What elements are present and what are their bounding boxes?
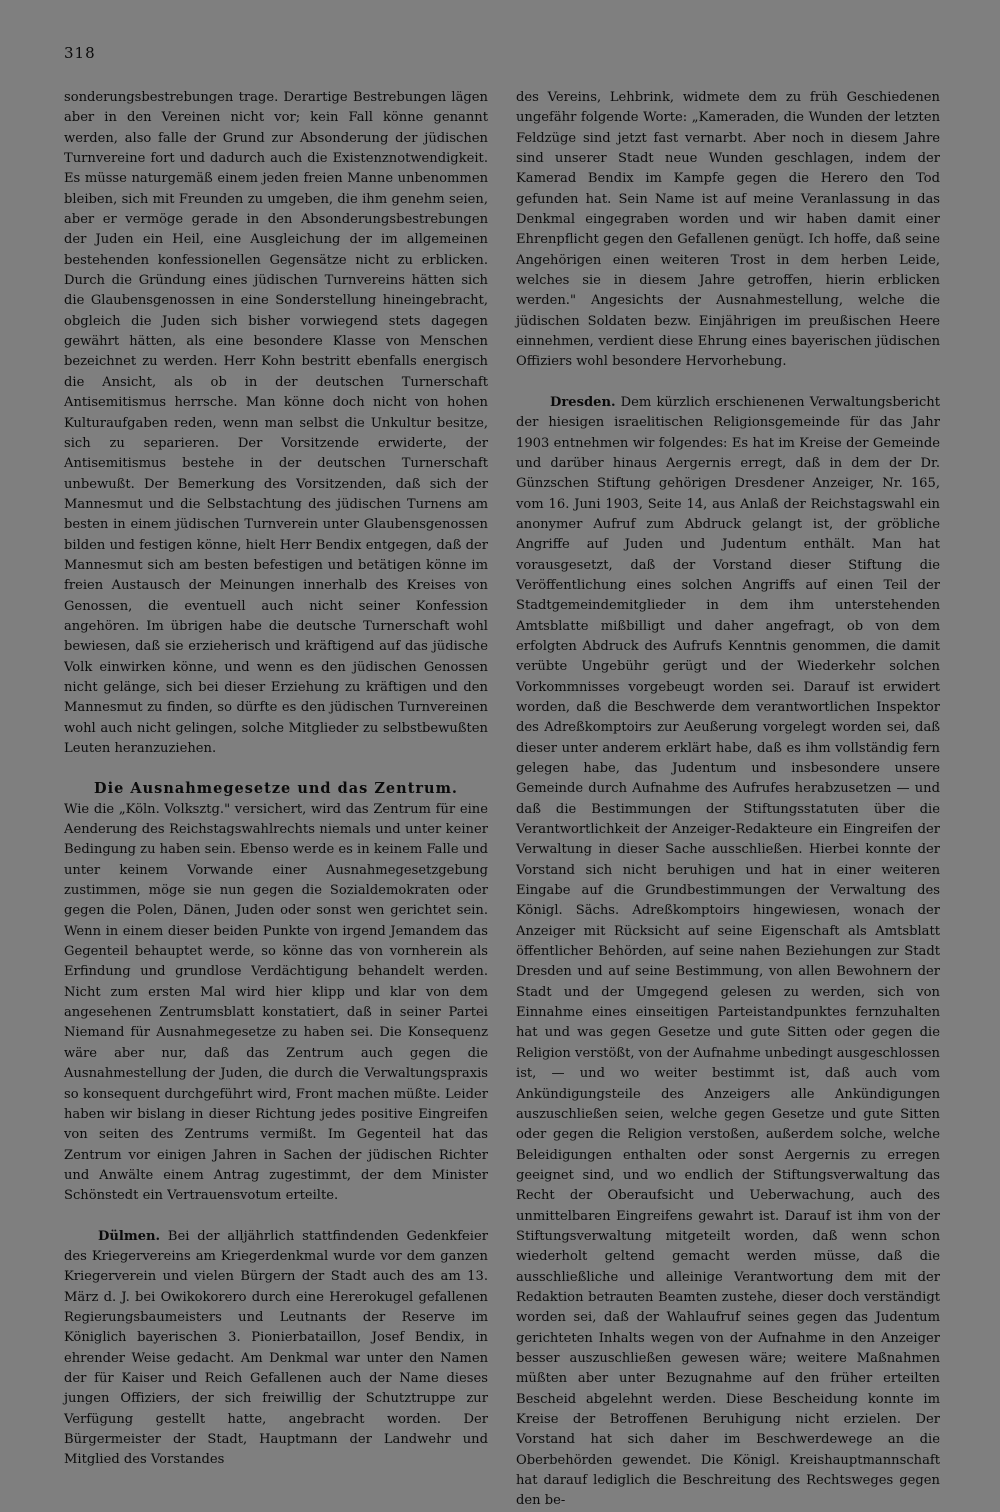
paragraph-gap	[64, 1207, 488, 1227]
page-number: 318	[64, 44, 96, 62]
article-duelmen	[64, 1227, 488, 1471]
article-dresden-body: Dem kürzlich erschienenen Verwaltungsbericht der hiesigen israelitischen Religionsgemeinde für das Jahr 1903 entnehmen wir folgendes: Es hat im Kreise der Gemeinde und darüber hinaus Aergernis erregt, daß in dem der Dr. Günzschen Stiftung gehörigen Dresdener Anzeiger, Nr. 165, vom 16. Juni 1903, Seite 14, aus Anlaß der Reichstagswahl ein anonymer Aufruf zum Abdruck gelangt ist, der gröbliche Angriffe auf Juden und Judentum enthält. Man hat vorausgesetzt, daß der Vorstand dieser Stiftung die Veröffentlichung eines solchen Angriffs auf einen Teil der Stadtgemeindemitglieder in dem ihm unterstehenden Amtsblatte mißbilligt und daher angefragt, ob von dem erfolgten Abdruck des Aufrufs Kenntnis genommen, die damit verübte Ungebühr gerügt und der Wiederkehr solchen Vorkommnisses vorgebeugt worden sei. Darauf ist erwidert worden, daß die Beschwerde dem verantwortlichen Inspektor des Adreßkomptoirs zur Aeußerung vorgelegt worden sei, daß dieser unter anderem erklärt habe, daß es ihm vollständig fern gelegen habe, das Judentum und insbesondere unsere Gemeinde durch Aufnahme des Aufrufes herabzusetzen — und daß die Bestimmungen der Stiftungsstatuten über die Verantwortlichkeit der Anzeiger-Redakteure ein Eingreifen der Verwaltung in dieser Sache ausschließen. Hierbei konnte der Vorstand sich nicht beruhigen und hat in einer weiteren Eingabe auf die Grundbestimmungen der Verwaltung des Königl. Sächs. Adreßkomptoirs hingewiesen, wonach der Anzeiger mit Rücksicht auf seine Eigenschaft als Amtsblatt öffentlicher Behörden, auf seine nahen Beziehungen zur Stadt Dresden und auf seine Bestimmung, von allen Bewohnern der Stadt und der Umgegend gelesen zu werden, sich von Einnahme eines einseitigen Parteistandpunktes fernzuhalten hat und was gegen Gesetze und gute Sitten oder gegen die Religion verstößt, von der Aufnahme unbedingt ausgeschlossen ist, — und wo weiter bestimmt ist, daß auch vom Ankündigungsteile des Anzeigers alle Ankündigungen auszuschließen seien, welche gegen Gesetze und gute Sitten oder gegen die Religion verstoßen, außerdem solche, welche Beleidigungen enthalten oder sonst Aergernis zu erregen geeignet sind, und wo endlich der Stiftungsverwaltung das Recht der Oberaufsicht und Ueberwachung, auch des unmittelbaren Eingreifens gewahrt ist. Darauf ist ihm von der Stiftungsverwaltung mitgeteilt worden, daß wenn schon wiederholt geltend gemacht werden müsse, daß die ausschließliche und alleinige Verantwortung dem mit der Redaktion betrauten Beamten zustehe, dieser doch verständigt worden sei, daß der Wahlaufruf seines gegen das Judentum gerichteten Inhalts wegen von der Aufnahme in den Anzeiger besser auszuschließen gewesen wäre; weitere Maßnahmen müßten aber unter Bezugnahme auf den früher erteilten Bescheid abgelehnt werden. Diese Bescheidung konnte im Kreise der Betroffenen Beruhigung nicht erzielen. Der Vorstand hat sich daher im Beschwerdewege an die Oberbehörden gewendet. Die Königl. Kreishauptmannschaft hat darauf lediglich die Beschreitung des Rechtsweges gegen den be-	[516, 394, 940, 1509]
article-duelmen-continuation: des Vereins, Lehbrink, widmete dem zu früh Geschiedenen ungefähr folgende Worte: „Kameraden, die Wunden der letzten Feldzüge sind jetzt fast vernarbt. Aber noch in diesem Jahre sind unserer Stadt neue Wunden geschlagen, indem der Kamerad Bendix im Kampfe gegen die Herero den Tod gefunden hat. Sein Name ist auf meine Veranlassung in das Denkmal eingegraben worden und wir haben damit einer Ehrenpflicht gegen den Gefallenen genügt. Ich hoffe, daß seine Angehörigen einen weiteren Trost in dem herben Leide, welches sie in diesem Jahre getroffen, hierin erblicken werden." Angesichts der Ausnahmestellung, welche die jüdischen Soldaten bezw. Einjährigen im preußischen Heere einnehmen, verdient diese Ehrung eines bayerischen jüdischen Offiziers wohl besondere Hervorhebung.	[516, 90, 940, 370]
place-name-dresden: Dresden.	[550, 394, 616, 410]
section-heading-ausnahmegesetze: Die Ausnahmegesetze und das Zentrum.	[94, 780, 458, 798]
article-ausnahmegesetze-body: Wie die „Köln. Volksztg." versichert, wird das Zentrum für eine Aenderung des Reichstagswahlrechts niemals und unter keiner Bedingung zu haben sein. Ebenso werde es in keinem Falle und unter keinem Vorwande einer Ausnahmegesetzgebung zustimmen, möge sie nun gegen die Sozialdemokraten oder gegen die Polen, Dänen, Juden oder sonst wen gerichtet sein. Wenn in einem dieser beiden Punkte von irgend Jemandem das Gegenteil behauptet werde, so könne das von vornherein als Erfindung und grundlose Verdächtigung behandelt werden. Nicht zum ersten Mal wird hier klipp und klar von dem angesehenen Zentrumsblatt konstatiert, daß in seiner Partei Niemand für Ausnahmegesetze zu haben sei. Die Konsequenz wäre aber nur, daß das Zentrum auch gegen die Ausnahmestellung der Juden, die durch die Verwaltungspraxis so konsequent durchgeführt wird, Front machen müßte. Leider haben wir bislang in dieser Richtung jedes positive Eingreifen von seiten des Zentrums vermißt. Im Gegenteil hat das Zentrum vor einigen Jahren in Sachen der jüdischen Richter und Anwälte einem Antrag zugestimmt, der dem Minister Schönstedt ein Vertrauensvotum erteilte.	[64, 801, 489, 1204]
article-dresden	[516, 393, 940, 1512]
article-duelmen-body: Bei der alljährlich stattfindenden Gedenkfeier des Kriegervereins am Kriegerdenkmal wurde vor dem ganzen Kriegerverein und vielen Bürgern der Stadt auch des am 13. März d. J. bei Owikokorero durch eine Hererokugel gefallenen Regierungsbaumeisters und Leutnants der Reserve im Königlich bayerischen 3. Pionierbataillon, Josef Bendix, in ehrender Weise gedacht. Am Denkmal war unter den Namen der für Kaiser und Reich Gefallenen auch der Name dieses jungen Offiziers, der sich freiwillig der Schutztruppe zur Verfügung gestellt hatte, angebracht worden. Der Bürgermeister der Stadt, Hauptmann der Landwehr und Mitglied des Vorstandes	[64, 1228, 488, 1468]
paragraph-gap	[516, 373, 940, 393]
left-column	[64, 88, 488, 1471]
article-continuation-turnvereine: sonderungsbestrebungen trage. Derartige Bestrebungen lägen aber in den Vereinen nicht vor; kein Fall könne genannt werden, also falle der Grund zur Absonderung der jüdischen Turnvereine fort und dadurch auch die Existenznotwendigkeit. Es müsse naturgemäß einem jeden freien Manne unbenommen bleiben, sich mit Freunden zu umgeben, die ihm genehm seien, aber er vermöge gerade in den Absonderungsbestrebungen der Juden ein Heil, eine Ausgleichung der im allgemeinen bestehenden konfessionellen Gegensätze nicht zu erblicken. Durch die Gründung eines jüdischen Turnvereins hätten sich die Glaubensgenossen in eine Sonderstellung hineingebracht, obgleich die Juden sich bisher vorwiegend stets dagegen gewährt hätten, als eine besondere Klasse von Menschen bezeichnet zu werden. Herr Kohn bestritt ebenfalls energisch die Ansicht, als ob in der deutschen Turnerschaft Antisemitismus herrsche. Man könne doch nicht von hohen Kulturaufgaben reden, wenn man selbst die Unkultur besitze, sich zu separieren. Der Vorsitzende erwiderte, der Antisemitismus bestehe in der deutschen Turnerschaft unbewußt. Der Bemerkung des Vorsitzenden, daß sich der Mannesmut und die Selbstachtung des jüdischen Turnens am besten in einem jüdischen Turnverein unter Glaubensgenossen bilden und festigen könne, hielt Herr Bendix entgegen, daß der Mannesmut sich am besten befestigen und betätigen könne im freien Austausch der Meinungen innerhalb des Kreises von Genossen, die eventuell auch nicht seiner Konfession angehören. Im übrigen habe die deutsche Turnerschaft wohl bewiesen, daß sie erzieherisch und kräftigend auf das jüdische Volk einwirken könne, und wenn es den jüdischen Genossen nicht gelänge, sich bei dieser Erziehung zu kräftigen und den Mannesmut zu finden, so dürfte es den jüdischen Turnvereinen wohl auch nicht gelingen, solche Mitglieder zu selbstbewußten Leuten heranzuziehen.	[64, 90, 488, 756]
right-column	[516, 88, 940, 1512]
place-name-duelmen: Dülmen.	[98, 1228, 161, 1244]
